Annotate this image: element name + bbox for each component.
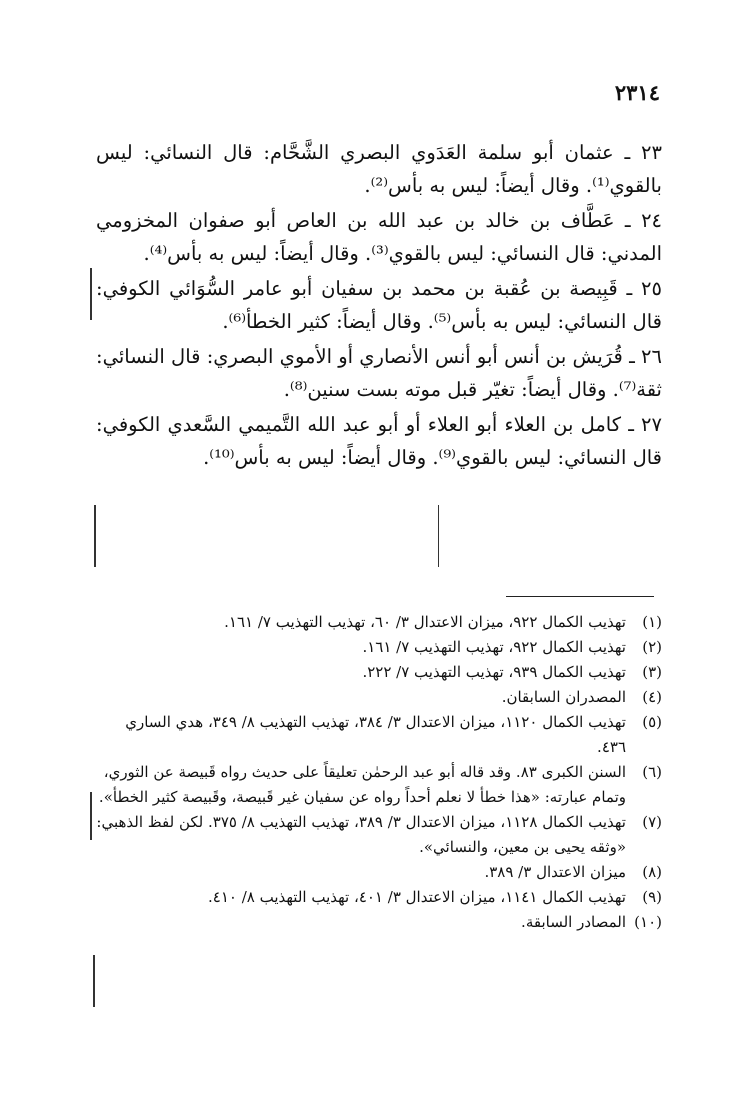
footnote bbox=[96, 860, 662, 885]
footnote-text: المصدران السابقان. bbox=[501, 688, 626, 706]
scan-mark bbox=[90, 268, 92, 320]
narrator-entries bbox=[96, 136, 662, 476]
footnote-text: تهذيب الكمال ١١٢٨، ميزان الاعتدال ٣/ ٣٨٩، تهذيب التهذيب ٨/ ٣٧٥. لكن لفظ الذهبي: «وثقه يحيى بن معين، والنسائي». bbox=[96, 813, 626, 856]
footnote-number: (٨) bbox=[642, 863, 662, 881]
footnote-text: تهذيب الكمال ٩٣٩، تهذيب التهذيب ٧/ ٢٢٢. bbox=[362, 663, 626, 681]
footnote-number: (٥) bbox=[642, 713, 662, 731]
entry-text: قُرَيش بن أنس أبو أنس الأنصاري أو الأموي البصري: قال النسائي: ثقة⁽⁷⁾. وقال أيضاً: تغيّر قبل موته بست سنين⁽⁸⁾. bbox=[96, 345, 662, 401]
footnote-number: (٣) bbox=[642, 663, 662, 681]
footnote bbox=[96, 610, 662, 635]
footnotes bbox=[96, 610, 662, 935]
footnote bbox=[96, 635, 662, 660]
scan-mark bbox=[94, 505, 96, 567]
entry-text: كامل بن العلاء أبو العلاء أو أبو عبد الله التَّميمي السَّعدي الكوفي: قال النسائي: ليس بالقوي⁽⁹⁾. وقال أيضاً: ليس به بأس⁽¹⁰⁾. bbox=[96, 413, 662, 469]
entry bbox=[96, 204, 662, 270]
footnote-number: (١) bbox=[642, 613, 662, 631]
footnote bbox=[96, 660, 662, 685]
entry bbox=[96, 136, 662, 202]
entry-text: قَبِيصة بن عُقبة بن محمد بن سفيان أبو عامر السُّوَائي الكوفي: قال النسائي: ليس به بأس⁽⁵⁾. وقال أيضاً: كثير الخطأ⁽⁶⁾. bbox=[96, 277, 662, 333]
footnote-text: تهذيب الكمال ٩٢٢، تهذيب التهذيب ٧/ ١٦١. bbox=[362, 638, 626, 656]
footnote bbox=[96, 710, 662, 760]
scan-mark bbox=[93, 955, 95, 1007]
page-number: ٢٣١٤ bbox=[614, 80, 660, 105]
footnote-number: (٦) bbox=[642, 763, 662, 781]
footnote-text: السنن الكبرى ٨٣. وقد قاله أبو عبد الرحمٰن تعليقاً على حديث رواه قَبيصة عن الثوري، وتمام عبارته: «هذا خطأ لا نعلم أحداً رواه عن سفيان غير قَبيصة، وقَبيصة كثير الخطأ». bbox=[98, 763, 626, 806]
entry-number: ٢٣ ـ bbox=[624, 141, 662, 164]
footnote-number: (٢) bbox=[642, 638, 662, 656]
footnote bbox=[96, 810, 662, 860]
entry bbox=[96, 340, 662, 406]
footnote bbox=[96, 685, 662, 710]
footnote-number: (٤) bbox=[642, 688, 662, 706]
footnote-text: تهذيب الكمال ٩٢٢، ميزان الاعتدال ٣/ ٦٠، تهذيب التهذيب ٧/ ١٦١. bbox=[224, 613, 626, 631]
scan-mark bbox=[438, 505, 439, 567]
footnote-text: تهذيب الكمال ١١٤١، ميزان الاعتدال ٣/ ٤٠١، تهذيب التهذيب ٨/ ٤١٠. bbox=[208, 888, 626, 906]
footnote-number: (١٠) bbox=[634, 913, 662, 931]
footnote bbox=[96, 910, 662, 935]
footnote-text: تهذيب الكمال ١١٢٠، ميزان الاعتدال ٣/ ٣٨٤، تهذيب التهذيب ٨/ ٣٤٩، هدي الساري ٤٣٦. bbox=[125, 713, 626, 756]
footnote-number: (٩) bbox=[642, 888, 662, 906]
entry bbox=[96, 408, 662, 474]
entry-number: ٢٥ ـ bbox=[626, 277, 662, 300]
footnote bbox=[96, 885, 662, 910]
footnote bbox=[96, 760, 662, 810]
entry-text: عَطَّاف بن خالد بن عبد الله بن العاص أبو صفوان المخزومي المدني: قال النسائي: ليس بالقوي⁽³⁾. وقال أيضاً: ليس به بأس⁽⁴⁾. bbox=[96, 209, 662, 265]
entry bbox=[96, 272, 662, 338]
entry-number: ٢٧ ـ bbox=[628, 413, 662, 436]
footnote-number: (٧) bbox=[642, 813, 662, 831]
entry-text: عثمان أبو سلمة العَدَوي البصري الشَّحَّام: قال النسائي: ليس بالقوي⁽¹⁾. وقال أيضاً: ليس به بأس⁽²⁾. bbox=[96, 141, 662, 197]
footnote-text: المصادر السابقة. bbox=[521, 913, 626, 931]
footnote-separator bbox=[506, 596, 654, 597]
footnote-text: ميزان الاعتدال ٣/ ٣٨٩. bbox=[484, 863, 626, 881]
entry-number: ٢٦ ـ bbox=[629, 345, 662, 368]
entry-number: ٢٤ ـ bbox=[624, 209, 663, 232]
scan-mark bbox=[90, 792, 92, 840]
